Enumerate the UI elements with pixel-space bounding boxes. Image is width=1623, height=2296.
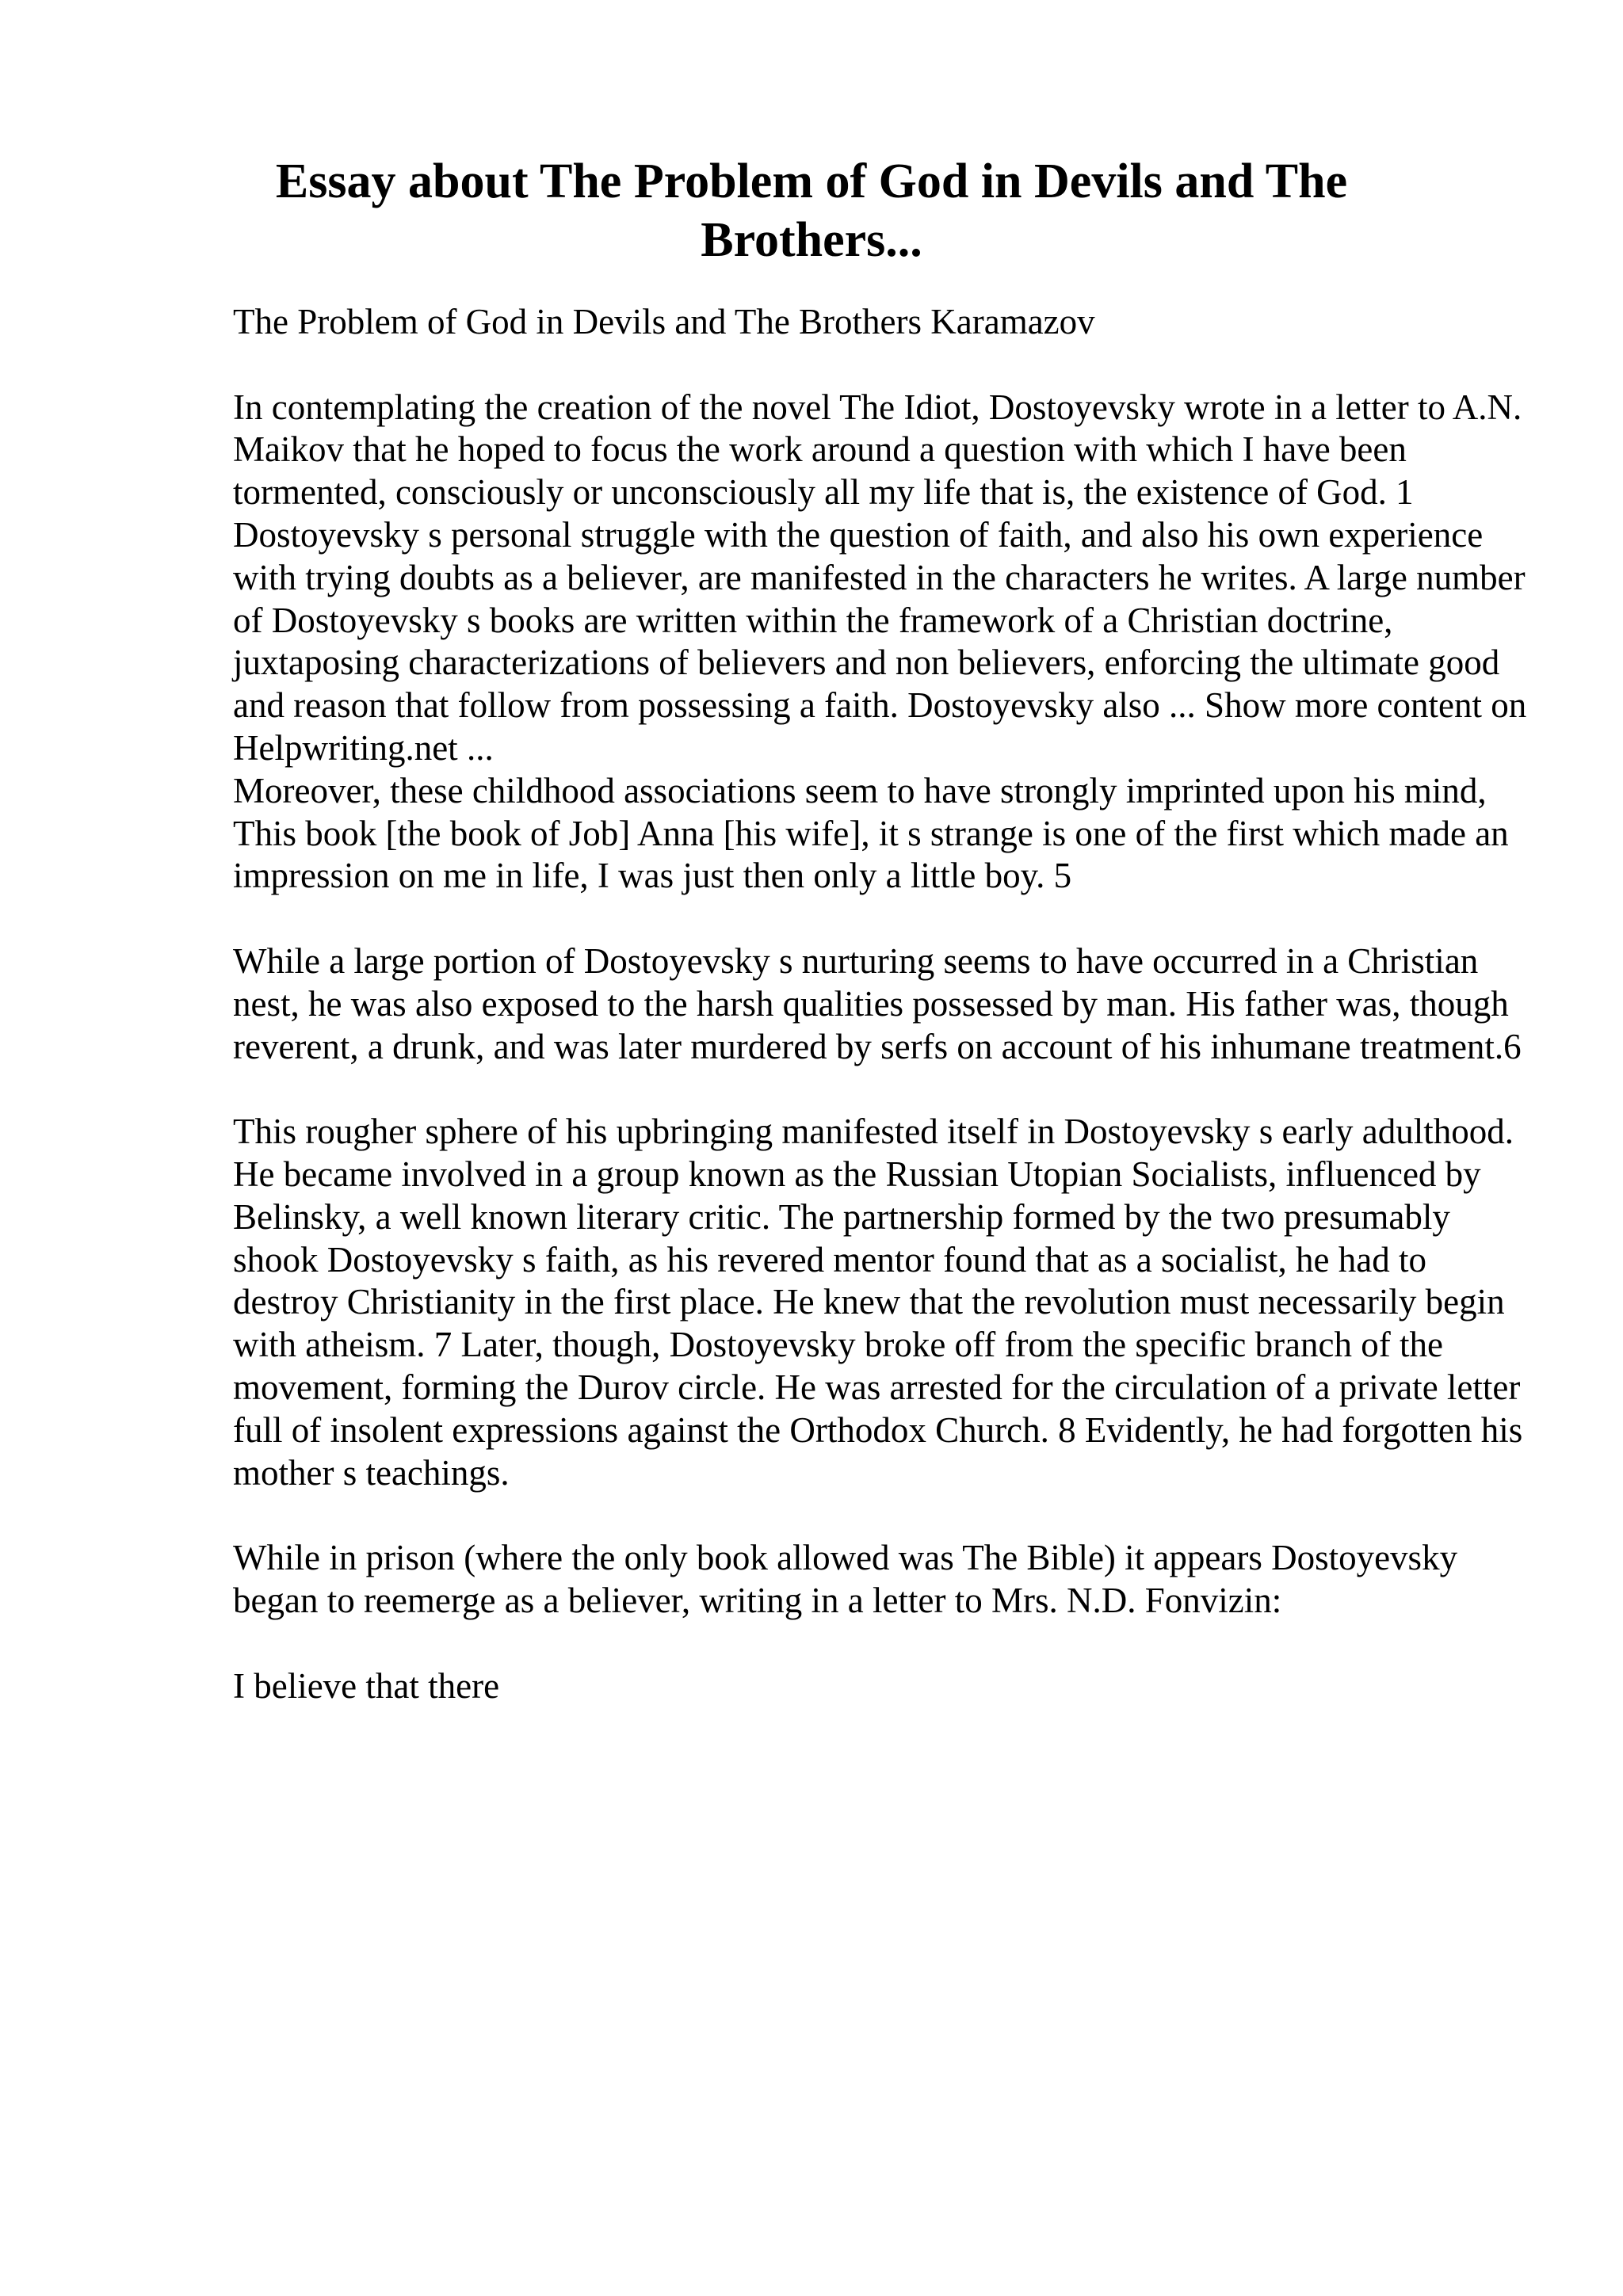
body-paragraph-2: Moreover, these childhood associations seem to have strongly imprinted upon his mind, This book [the book of Job] Anna [his wife], it s strange is one of the first which made an impression on me in life, I was just then only a little boy. 5 [233, 770, 1509, 896]
document-title: Essay about The Problem of God in Devils and The Brothers... [275, 154, 1348, 267]
body-paragraph-5: While in prison (where the only book allowed was The Bible) it appears Dostoyevsky began to reemerge as a believer, writing in a letter to Mrs. N.D. Fonvizin: [233, 1538, 1458, 1620]
body-paragraph-1: In contemplating the creation of the novel The Idiot, Dostoyevsky wrote in a letter to A.N. Maikov that he hoped to focus the work around a question with which I have been tormented, consciously or unconsciously all my life that is, the existence of God. 1 Dostoyevsky s personal struggle with the question of faith, and also his own experience with trying doubts as a believer, are manifested in the characters he writes. A large number of Dostoyevsky s books are written within the framework of a Christian doctrine, juxtaposing characterizations of believers and non believers, enforcing the ultimate good and reason that follow from possessing a faith. Dostoyevsky also ... Show more content on Helpwriting.net ... [233, 387, 1527, 768]
body-paragraph-4: This rougher sphere of his upbringing manifested itself in Dostoyevsky s early adulthood. He became involved in a group known as the Russian Utopian Socialists, influenced by Belinsky, a well known literary critic. The partnership formed by the two presumably shook Dostoyevsky s faith, as his revered mentor found that as a socialist, he had to destroy Christianity in the first place. He knew that the revolution must necessarily begin with atheism. 7 Later, though, Dostoyevsky broke off from the specific branch of the movement, forming the Durov circle. He was arrested for the circulation of a private letter full of insolent expressions against the Orthodox Church. 8 Evidently, he had forgotten his mother s teachings. [233, 1112, 1523, 1493]
document-body [233, 301, 1533, 1750]
body-paragraph-3: While a large portion of Dostoyevsky s nurturing seems to have occurred in a Christian nest, he was also exposed to the harsh qualities possessed by man. His father was, though reverent, a drunk, and was later murdered by serfs on account of his inhumane treatment.6 [233, 940, 1522, 1066]
body-paragraph-6: I believe that there [233, 1665, 500, 1706]
subtitle-paragraph: The Problem of God in Devils and The Brothers Karamazov [233, 302, 1095, 341]
